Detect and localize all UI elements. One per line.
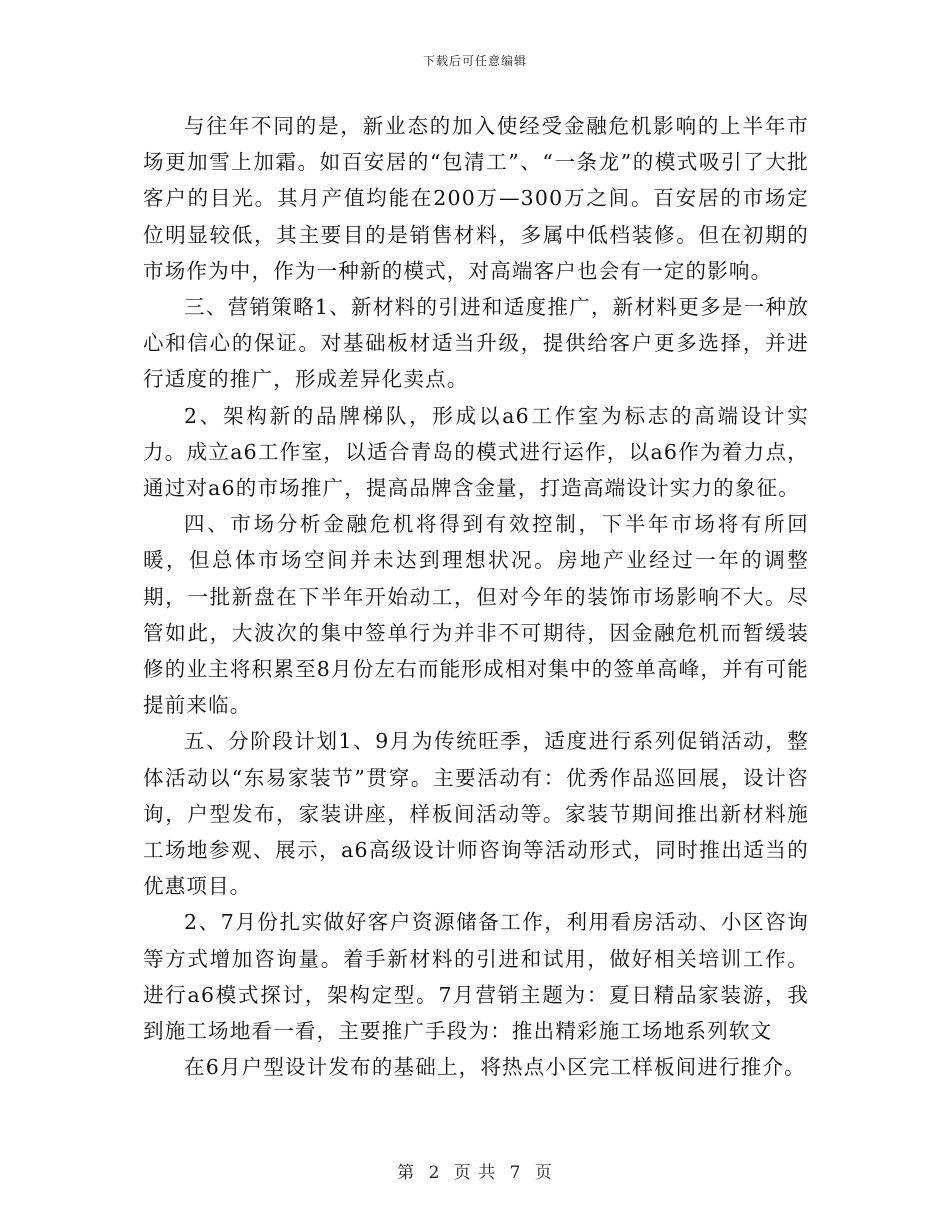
total-pages-number: 7: [509, 1163, 522, 1183]
footer-middle: 页 共: [453, 1163, 497, 1183]
current-page-number: 2: [428, 1163, 441, 1183]
paragraph: 四、市场分析金融危机将得到有效控制，下半年市场将有所回暖，但总体市场空间并未达到理想状况。房地产业经过一年的调整期，一批新盘在下半年开始动工，但对今年的装饰市场影响不大。尽管如此，大波次的集中签单行为并非不可期待，因金融危机而暂缓装修的业主将积累至8月份左右而能形成相对集中的签单高峰，并有可能提前来临。: [143, 512, 809, 718]
page-header-note: 下载后可任意编辑: [422, 54, 527, 68]
paragraph: 2、7月份扎实做好客户资源储备工作，利用看房活动、小区咨询等方式增加咨询量。着手新材料的引进和试用，做好相关培训工作。进行a6模式探讨，架构定型。7月营销主题为：夏日精品家装游，我到施工场地看一看，主要推广手段为：推出精彩施工场地系列软文: [143, 910, 809, 1044]
footer-prefix: 第: [397, 1163, 416, 1183]
document-body: [143, 108, 809, 1085]
paragraph: 与往年不同的是，新业态的加入使经受金融危机影响的上半年市场更加雪上加霜。如百安居的“包清工”、“一条龙”的模式吸引了大批客户的目光。其月产值均能在200万—300万之间。百安居的市场定位明显较低，其主要目的是销售材料，多属中低档装修。但在初期的市场作为中，作为一种新的模式，对高端客户也会有一定的影响。: [143, 114, 809, 283]
paragraph: 在6月户型设计发布的基础上，将热点小区完工样板间进行推介。: [184, 1055, 806, 1080]
paragraph: 2、架构新的品牌梯队，形成以a6工作室为标志的高端设计实力。成立a6工作室，以适合青岛的模式进行运作，以a6作为着力点，通过对a6的市场推广，提高品牌含金量，打造高端设计实力的象征。: [143, 403, 809, 501]
paragraph: 三、营销策略1、新材料的引进和适度推广，新材料更多是一种放心和信心的保证。对基础板材适当升级，提供给客户更多选择，并进行适度的推广，形成差异化卖点。: [143, 295, 809, 392]
paragraph: 五、分阶段计划1、9月为传统旺季，适度进行系列促销活动，整体活动以“东易家装节”贯穿。主要活动有：优秀作品巡回展，设计咨询，户型发布，家装讲座，样板间活动等。家装节期间推出新材料施工场地参观、展示，a6高级设计师咨询等活动形式，同时推出适当的优惠项目。: [143, 729, 809, 899]
page-footer: [0, 1158, 950, 1183]
footer-suffix: 页: [534, 1163, 553, 1183]
